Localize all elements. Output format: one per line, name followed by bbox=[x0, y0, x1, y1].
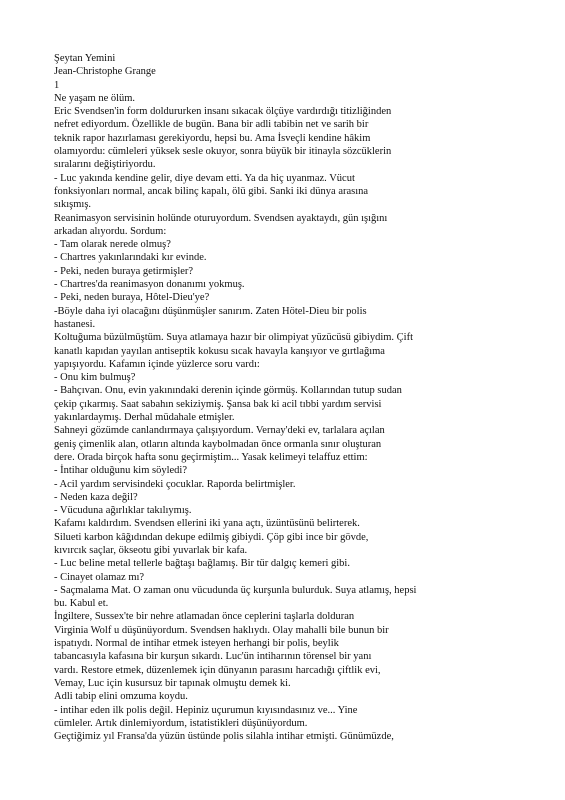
text-line: - Acil yardım servisindeki çocuklar. Raporda belirtmişler. bbox=[54, 478, 296, 490]
text-line: arkadan alıyordu. Sordum: bbox=[54, 225, 167, 237]
text-line: - Peki, neden buraya, Hôtel-Dieu'ye? bbox=[54, 292, 210, 304]
text-line: Geçtiğimiz yıl Fransa'da yüzün üstünde polis silahla intihar etmişti. Günümüzde, bbox=[54, 731, 394, 743]
text-line: yakınlardaymış. Derhal müdahale etmişler. bbox=[54, 412, 235, 424]
text-line: Virginia Wolf u düşünüyordum. Svendsen haklıydı. Olay mahalli bile bunun bir bbox=[54, 624, 389, 636]
text-line: sıralarını değiştiriyordu. bbox=[54, 159, 156, 171]
text-line: - Cinayet olamaz mı? bbox=[54, 571, 145, 583]
text-line: fonksiyonları normal, ancak bilinç kapalı, ölü gibi. Sanki iki dünya arasına bbox=[54, 185, 369, 197]
text-line: Ne yaşam ne ölüm. bbox=[54, 92, 136, 104]
document-page bbox=[54, 52, 559, 743]
text-line: Reanimasyon servisinin holünde oturuyordum. Svendsen ayaktaydı, gün ışığını bbox=[54, 212, 388, 224]
text-line: geniş çimenlik alan, otların altında kaybolmadan önce ormanla sınır oluşturan bbox=[54, 438, 382, 450]
text-line: Sahneyi gözümde canlandırmaya çalışıyordum. Vernay'deki ev, tarlalara açılan bbox=[54, 425, 385, 437]
text-line: Adli tabip elini omzuma koydu. bbox=[54, 691, 188, 703]
text-line: Kafamı kaldırdım. Svendsen ellerini iki yana açtı, üzüntüsünü belirterek. bbox=[54, 518, 360, 530]
text-line: vardı. Restore etmek, düzenlemek için dünyanın parasını harcadığı çiftlik evi, bbox=[54, 664, 381, 676]
text-line: hastanesi. bbox=[54, 318, 96, 330]
text-line: - Bahçıvan. Onu, evin yakınındaki derenin içinde görmüş. Kollarından tutup sudan bbox=[54, 385, 402, 397]
text-line: yapışıyordu. Kafamın içinde yüzlerce soru vardı: bbox=[54, 358, 260, 370]
text-line: bu. Kabul et. bbox=[54, 598, 109, 610]
text-line: nefret ediyordum. Özellikle de bugün. Bana bir adli tabibin net ve sarih bir bbox=[54, 119, 369, 131]
text-line: - Peki, neden buraya getirmişler? bbox=[54, 265, 194, 277]
text-line: Vemay, Luc için kusursuz bir tapınak olmuştu demek ki. bbox=[54, 677, 291, 689]
text-line: - Neden kaza değil? bbox=[54, 491, 138, 503]
text-line: çekip çıkarmış. Saat sabahın sekiziymiş. Şansa bak ki acil tıbbi yardım servisi bbox=[54, 398, 382, 410]
text-line: - İntihar olduğunu kim söyledi? bbox=[54, 465, 187, 477]
text-line: - intihar eden ilk polis değil. Hepiniz uçurumun kıyısındasınız ve... Yine bbox=[54, 704, 358, 716]
text-line: - Luc yakında kendine gelir, diye devam etti. Ya da hiç uyanmaz. Vücut bbox=[54, 172, 355, 184]
text-line: - Onu kim bulmuş? bbox=[54, 372, 136, 384]
text-line: ispatıydı. Normal de intihar etmek isteyen herhangi bir polis, beylik bbox=[54, 638, 339, 650]
text-line: cümleler. Artık dinlemiyordum, istatistikleri düşünüyordum. bbox=[54, 717, 308, 729]
text-line: sıkışmış. bbox=[54, 199, 92, 211]
text-line: - Chartres'da reanimasyon donanımı yokmuş. bbox=[54, 279, 245, 291]
text-line: olamıyordu: cümleleri yüksek sesle okuyor, sonra büyük bir itinayla sözcüklerin bbox=[54, 146, 392, 158]
text-line: kanatlı kapıdan yayılan antiseptik kokusu sıcak havayla kanşıyor ve gırtlağıma bbox=[54, 345, 385, 357]
text-line: - Luc beline metal tellerle bağtaşı bağlamış. Bir tür dalgıç kemeri gibi. bbox=[54, 558, 350, 570]
text-line: - Saçmalama Mat. O zaman onu vücudunda üç kurşunla bulurduk. Suya atlamış, hepsi bbox=[54, 584, 417, 596]
text-line: Silueti karbon kâğıdından dekupe edilmiş gibiydi. Çöp gibi ince bir gövde, bbox=[54, 531, 369, 543]
text-line: - Tam olarak nerede olmuş? bbox=[54, 239, 171, 251]
document-author: Jean-Christophe Grange bbox=[54, 66, 156, 78]
text-line: İngiltere, Sussex'te bir nehre atlamadan önce ceplerini taşlarla dolduran bbox=[54, 611, 355, 623]
text-line: Koltuğuma büzülmüştüm. Suya atlamaya hazır bir olimpiyat yüzücüsü gibiydim. Çift bbox=[54, 332, 413, 344]
chapter-number: 1 bbox=[54, 79, 60, 91]
text-line: kıvırcık saçlar, ökseotu gibi yuvarlak bir kafa. bbox=[54, 544, 248, 556]
document-title: Şeytan Yemini bbox=[54, 53, 116, 64]
text-line: - Vücuduna ağırlıklar takılıymış. bbox=[54, 505, 192, 517]
text-line: Eric Svendsen'in form doldururken insanı sıkacak ölçüye vardırdığı titizliğinden bbox=[54, 106, 392, 118]
text-line: dere. Orada birçok hafta sonu geçirmiştim... Yasak kelimeyi telaffuz ettim: bbox=[54, 451, 368, 463]
text-line: teknik rapor hazırlaması gerekiyordu, hepsi bu. Ama İsveçli kendine hâkim bbox=[54, 132, 371, 144]
text-line: -Böyle daha iyi olacağını düşünmüşler sanırım. Zaten Hötel-Dieu bir polis bbox=[54, 305, 367, 317]
text-line: tabancasıyla kafasına bir kurşun sıkardı. Luc'ün intiharının törensel bir yanı bbox=[54, 651, 372, 663]
text-line: - Chartres yakınlarındaki kır evinde. bbox=[54, 252, 207, 264]
